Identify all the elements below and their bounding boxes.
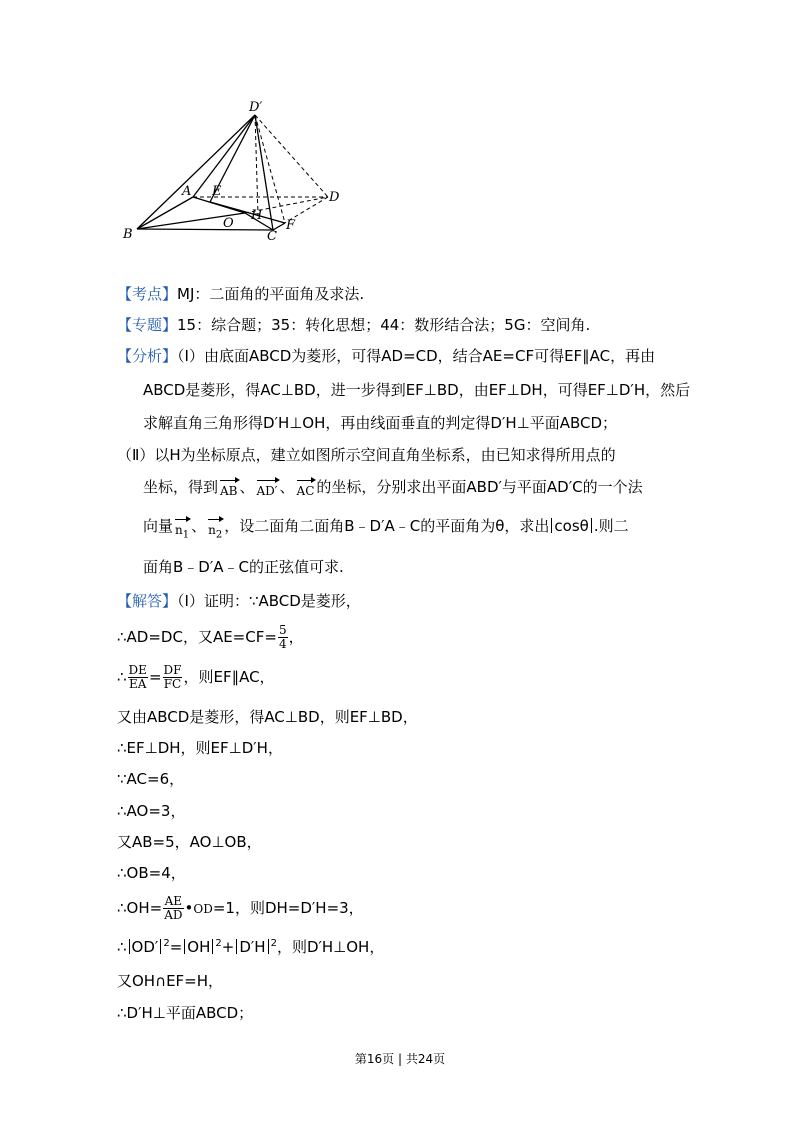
label-H: H bbox=[251, 208, 263, 223]
jieda-line-10 bbox=[117, 895, 364, 922]
equals-sign: = bbox=[148, 668, 162, 686]
label-Dp: D′ bbox=[249, 100, 263, 115]
jieda-line-3 bbox=[117, 664, 275, 691]
fenxi-text-5a: 坐标，得到 bbox=[143, 478, 219, 496]
abs-bar bbox=[268, 939, 269, 954]
square-sup: 2 bbox=[270, 938, 277, 949]
fenxi-line-2: ABCD是菱形，得AC⊥BD，进一步得到EF⊥BD，由EF⊥DH，可得EF⊥D′H，然后 bbox=[143, 381, 691, 399]
therefore-sign: ∴ bbox=[117, 668, 127, 686]
n1-letter: n bbox=[175, 523, 183, 537]
pyramid-figure bbox=[115, 95, 350, 245]
abs-bar bbox=[236, 939, 237, 954]
normal-vector-1 bbox=[175, 517, 189, 540]
fenxi-tag: 【分析】 bbox=[117, 347, 178, 365]
n2-sub: 2 bbox=[215, 529, 223, 541]
square-sup: 2 bbox=[215, 938, 222, 949]
n2-letter: n bbox=[208, 523, 216, 537]
jieda-line-2 bbox=[117, 624, 304, 651]
jieda-line-4: 又由ABCD是菱形，得AC⊥BD，则EF⊥BD， bbox=[117, 708, 418, 726]
fraction-AE-AD bbox=[163, 895, 183, 922]
abs-bar bbox=[212, 939, 213, 954]
page-footer: 第16页 | 共24页 bbox=[354, 1052, 446, 1066]
zhuanti-text: 15：综合题；35：转化思想；44：数形结合法；5G：空间角. bbox=[177, 316, 591, 334]
edge-B-C bbox=[137, 229, 273, 230]
label-F: F bbox=[286, 218, 296, 233]
jieda-line-13: ∴D′H⊥平面ABCD； bbox=[117, 1004, 254, 1022]
cos-theta: cosθ bbox=[554, 517, 589, 535]
vector-AC: AC bbox=[297, 478, 315, 498]
oh-term: OH bbox=[187, 938, 211, 956]
equals-sign: = bbox=[169, 938, 183, 956]
therefore-sign: ∴ bbox=[117, 938, 127, 956]
fenxi-text-6c: .则二 bbox=[593, 517, 629, 535]
abs-bar bbox=[184, 939, 185, 954]
fenxi-text-1: （Ⅰ）由底面ABCD为菱形，可得AD=CD，结合AE=CF可得EF∥AC，再由 bbox=[177, 347, 656, 365]
vector-AB: AB bbox=[220, 478, 237, 498]
jieda-tag: 【解答】 bbox=[117, 592, 178, 610]
frac-den: 4 bbox=[278, 637, 287, 651]
jieda-text-2b: ， bbox=[288, 628, 304, 646]
jieda-line-8: 又AB=5，AO⊥OB， bbox=[117, 833, 262, 851]
sep-1: 、 bbox=[239, 478, 255, 496]
jieda-text-1: （Ⅰ）证明：∵ABCD是菱形， bbox=[177, 592, 361, 610]
kaodian-line bbox=[117, 283, 364, 304]
kaodian-text: MJ：二面角的平面角及求法. bbox=[177, 285, 365, 303]
frac-num: DE bbox=[128, 663, 147, 677]
frac-num: AE bbox=[164, 894, 183, 908]
dph-term: D′H bbox=[239, 938, 266, 956]
fenxi-text-6a: 向量 bbox=[143, 517, 174, 535]
edge-Dp-B bbox=[137, 115, 255, 229]
dot-sign: • bbox=[184, 899, 194, 917]
label-O: O bbox=[223, 216, 234, 231]
jieda-text-10a: ∴OH= bbox=[117, 899, 163, 917]
fenxi-line-6 bbox=[143, 515, 629, 540]
label-E: E bbox=[212, 184, 222, 199]
label-C: C bbox=[267, 229, 277, 244]
jieda-text-11c: ，则D′H⊥OH， bbox=[276, 938, 385, 956]
jieda-line-5: ∴EF⊥DH，则EF⊥D′H， bbox=[117, 739, 283, 757]
jieda-line-1 bbox=[117, 590, 361, 611]
sep-3: 、 bbox=[191, 517, 207, 535]
plus-sign: + bbox=[221, 938, 235, 956]
label-B: B bbox=[123, 227, 133, 242]
label-D: D bbox=[329, 190, 340, 205]
fraction-DE-EA bbox=[128, 664, 148, 691]
odp-term: OD′ bbox=[131, 938, 159, 956]
jieda-line-9: ∴OB=4， bbox=[117, 864, 186, 882]
jieda-line-12: 又OH∩EF=H， bbox=[117, 972, 224, 990]
fenxi-line-4: （Ⅱ）以H为坐标原点，建立如图所示空间直角坐标系，由已知求得所用点的 bbox=[117, 446, 616, 464]
od-term: OD bbox=[193, 902, 213, 916]
fenxi-line-7: 面角B﹣D′A﹣C的正弦值可求. bbox=[143, 558, 344, 576]
jieda-line-11 bbox=[117, 936, 384, 957]
square-sup: 2 bbox=[163, 938, 170, 949]
frac-den: FC bbox=[163, 677, 182, 691]
fenxi-text-5b: 的坐标，分别求出平面ABD′与平面AD′C的一个法 bbox=[316, 478, 643, 496]
jieda-text-2a: ∴AD=DC，又AE=CF= bbox=[117, 628, 277, 646]
fraction-5-4 bbox=[278, 624, 288, 651]
normal-vector-2 bbox=[208, 517, 222, 540]
frac-num: 5 bbox=[278, 623, 287, 637]
frac-den: AD bbox=[164, 908, 183, 922]
fenxi-line-5 bbox=[143, 476, 643, 498]
vector-ADp: AD′ bbox=[257, 478, 278, 498]
jieda-text-10b: =1，则DH=D′H=3， bbox=[212, 899, 364, 917]
fenxi-line-3: 求解直角三角形得D′H⊥OH，再由线面垂直的判定得D′H⊥平面ABCD； bbox=[143, 414, 618, 432]
fenxi-text-6b: ，设二面角二面角B﹣D′A﹣C的平面角为θ，求出 bbox=[224, 517, 550, 535]
frac-num: DF bbox=[163, 663, 182, 677]
abs-bar bbox=[591, 518, 592, 533]
abs-bar bbox=[551, 518, 552, 533]
zhuanti-tag: 【专题】 bbox=[117, 316, 178, 334]
frac-den: EA bbox=[129, 677, 147, 691]
fenxi-line-1 bbox=[117, 345, 655, 366]
kaodian-tag: 【考点】 bbox=[117, 285, 178, 303]
jieda-text-3b: ，则EF∥AC， bbox=[183, 668, 275, 686]
abs-bar bbox=[160, 939, 161, 954]
sep-2: 、 bbox=[279, 478, 295, 496]
fraction-DF-FC bbox=[163, 664, 183, 691]
jieda-line-7: ∴AO=3， bbox=[117, 802, 186, 820]
zhuanti-line bbox=[117, 314, 590, 335]
abs-bar bbox=[129, 939, 130, 954]
n1-sub: 1 bbox=[182, 529, 190, 541]
edge-Dp-A bbox=[193, 115, 255, 197]
jieda-line-6: ∵AC=6， bbox=[117, 770, 185, 788]
label-A: A bbox=[182, 184, 192, 199]
